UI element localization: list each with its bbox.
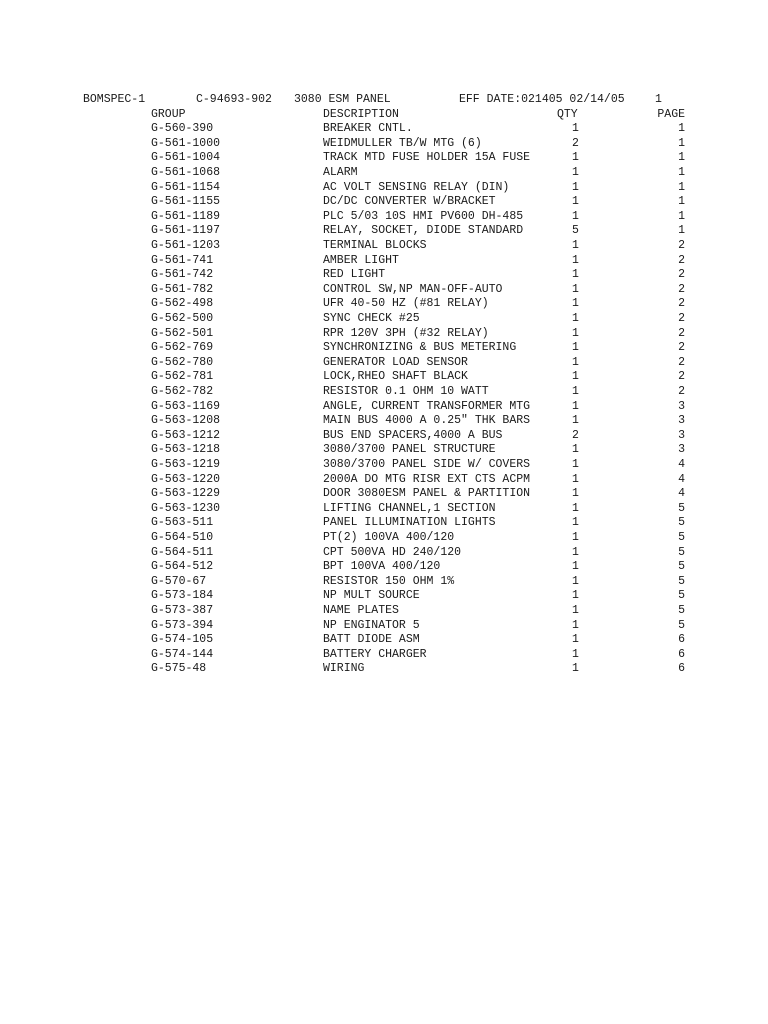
- table-row: [0, 589, 768, 604]
- cell-description: DOOR 3080ESM PANEL & PARTITION: [323, 487, 531, 501]
- cell-group: G-561-741: [151, 253, 214, 267]
- cell-page: 5: [678, 618, 685, 632]
- cell-group: G-561-1068: [151, 166, 221, 179]
- cell-description: PT(2) 100VA 400/120: [323, 531, 455, 544]
- cell-qty: 1: [572, 501, 579, 515]
- cell-description: SYNC CHECK #25: [323, 312, 420, 325]
- table-row: [0, 181, 768, 196]
- cell-description: SYNCHRONIZING & BUS METERING: [323, 341, 517, 355]
- cell-qty: 1: [572, 239, 579, 252]
- cell-description: TERMINAL BLOCKS: [323, 239, 427, 252]
- table-row: [0, 312, 768, 327]
- cell-qty: 1: [572, 516, 579, 530]
- cell-qty: 1: [572, 560, 579, 574]
- table-row: [0, 341, 768, 356]
- cell-description: BUS END SPACERS,4000 A BUS: [323, 428, 503, 442]
- cell-description: LIFTING CHANNEL,1 SECTION: [323, 501, 496, 515]
- table-row: [0, 137, 768, 152]
- table-row: [0, 604, 768, 619]
- cell-group: G-575-48: [151, 662, 207, 676]
- table-row: [0, 662, 768, 677]
- cell-page: 3: [678, 414, 685, 428]
- cell-group: G-563-1208: [151, 414, 221, 428]
- table-row: [0, 385, 768, 400]
- table-row: [0, 327, 768, 342]
- cell-group: G-564-512: [151, 560, 214, 574]
- cell-page: 2: [678, 326, 685, 340]
- table-row: [0, 516, 768, 531]
- cell-page: 2: [678, 268, 685, 282]
- table-row: [0, 195, 768, 210]
- cell-description: 3080/3700 PANEL STRUCTURE: [323, 443, 496, 457]
- cell-qty: 1: [572, 282, 579, 296]
- cell-group: G-563-1220: [151, 472, 221, 486]
- cell-group: G-574-105: [151, 633, 214, 647]
- cell-description: WEIDMULLER TB/W MTG (6): [323, 136, 482, 150]
- cell-description: BATTERY CHARGER: [323, 647, 427, 661]
- table-row: [0, 575, 768, 590]
- cell-description: CONTROL SW,NP MAN-OFF-AUTO: [323, 282, 503, 296]
- cell-qty: 1: [572, 297, 579, 311]
- cell-qty: 5: [572, 224, 579, 238]
- cell-page: 2: [678, 253, 685, 267]
- cell-group: G-574-144: [151, 647, 214, 661]
- cell-page: 2: [678, 385, 685, 398]
- table-row: [0, 633, 768, 648]
- cell-page: 2: [678, 239, 685, 252]
- cell-description: PANEL ILLUMINATION LIGHTS: [323, 516, 496, 530]
- cell-description: AMBER LIGHT: [323, 253, 399, 267]
- cell-group: G-563-1212: [151, 428, 221, 442]
- cell-page: 1: [678, 136, 685, 150]
- cell-qty: 1: [572, 195, 579, 209]
- table-row: [0, 487, 768, 502]
- part-number: C-94693-902: [196, 93, 272, 106]
- cell-description: CPT 500VA HD 240/120: [323, 545, 462, 559]
- cell-qty: 1: [572, 166, 579, 179]
- cell-qty: 1: [572, 647, 579, 661]
- table-row: [0, 546, 768, 561]
- cell-page: 5: [678, 501, 685, 515]
- cell-group: G-561-742: [151, 268, 214, 282]
- cell-group: G-561-1203: [151, 239, 221, 252]
- cell-group: G-561-1155: [151, 195, 221, 209]
- effective-date: EFF DATE:021405 02/14/05: [459, 93, 625, 106]
- cell-qty: 1: [572, 604, 579, 617]
- cell-description: PLC 5/03 10S HMI PV600 DH-485: [323, 209, 524, 223]
- cell-qty: 1: [572, 326, 579, 340]
- cell-qty: 1: [572, 370, 579, 384]
- cell-qty: 1: [572, 399, 579, 413]
- cell-description: RPR 120V 3PH (#32 RELAY): [323, 326, 489, 340]
- table-row: [0, 268, 768, 283]
- cell-page: 6: [678, 662, 685, 676]
- cell-page: 6: [678, 647, 685, 661]
- cell-description: RED LIGHT: [323, 268, 386, 282]
- cell-qty: 1: [572, 618, 579, 632]
- cell-description: LOCK,RHEO SHAFT BLACK: [323, 370, 468, 384]
- cell-qty: 2: [572, 428, 579, 442]
- table-row: [0, 458, 768, 473]
- cell-group: G-562-781: [151, 370, 214, 384]
- cell-group: G-562-498: [151, 297, 214, 311]
- column-headers: [0, 108, 768, 123]
- table-row: [0, 356, 768, 371]
- cell-qty: 1: [572, 312, 579, 325]
- cell-description: WIRING: [323, 662, 365, 676]
- cell-qty: 1: [572, 151, 579, 165]
- table-row: [0, 254, 768, 269]
- report-id: BOMSPEC-1: [83, 93, 146, 106]
- cell-page: 2: [678, 312, 685, 325]
- cell-qty: 1: [572, 385, 579, 398]
- cell-group: G-573-387: [151, 604, 214, 617]
- cell-group: G-561-1197: [151, 224, 221, 238]
- cell-page: 5: [678, 516, 685, 530]
- cell-page: 1: [678, 180, 685, 194]
- table-row: [0, 297, 768, 312]
- cell-page: 2: [678, 341, 685, 355]
- cell-qty: 1: [572, 589, 579, 603]
- cell-group: G-573-394: [151, 618, 214, 632]
- cell-description: GENERATOR LOAD SENSOR: [323, 355, 468, 369]
- cell-page: 5: [678, 574, 685, 588]
- table-row: [0, 443, 768, 458]
- column-header-description: DESCRIPTION: [323, 107, 399, 121]
- cell-page: 1: [678, 195, 685, 209]
- cell-qty: 1: [572, 662, 579, 676]
- cell-page: 4: [678, 472, 685, 486]
- cell-description: MAIN BUS 4000 A 0.25" THK BARS: [323, 414, 531, 428]
- cell-qty: 1: [572, 355, 579, 369]
- cell-group: G-563-1229: [151, 487, 221, 501]
- cell-group: G-564-510: [151, 531, 214, 544]
- table-row: [0, 166, 768, 181]
- cell-page: 3: [678, 428, 685, 442]
- table-row: [0, 414, 768, 429]
- cell-description: NAME PLATES: [323, 604, 399, 617]
- cell-description: RESISTOR 0.1 OHM 10 WATT: [323, 385, 489, 398]
- table-row: [0, 619, 768, 634]
- cell-group: G-573-184: [151, 589, 214, 603]
- cell-group: G-562-500: [151, 312, 214, 325]
- table-row: [0, 370, 768, 385]
- cell-qty: 1: [572, 122, 579, 136]
- cell-page: 4: [678, 458, 685, 471]
- table-row: [0, 648, 768, 663]
- cell-qty: 1: [572, 545, 579, 559]
- table-row: [0, 400, 768, 415]
- cell-page: 5: [678, 545, 685, 559]
- cell-group: G-562-780: [151, 355, 214, 369]
- cell-description: RELAY, SOCKET, DIODE STANDARD: [323, 224, 524, 238]
- cell-page: 2: [678, 282, 685, 296]
- table-row: [0, 239, 768, 254]
- table-row: [0, 560, 768, 575]
- report-header: [0, 93, 768, 108]
- cell-group: G-562-782: [151, 385, 214, 398]
- cell-qty: 1: [572, 268, 579, 282]
- cell-group: G-561-1000: [151, 136, 221, 150]
- cell-group: G-563-1230: [151, 501, 221, 515]
- cell-group: G-563-1219: [151, 458, 221, 471]
- report-title: 3080 ESM PANEL: [294, 93, 391, 106]
- cell-description: UFR 40-50 HZ (#81 RELAY): [323, 297, 489, 311]
- cell-description: BATT DIODE ASM: [323, 633, 420, 647]
- cell-page: 5: [678, 560, 685, 574]
- cell-page: 3: [678, 399, 685, 413]
- cell-group: G-562-769: [151, 341, 214, 355]
- cell-group: G-563-1218: [151, 443, 221, 457]
- cell-group: G-561-1189: [151, 209, 221, 223]
- cell-qty: 1: [572, 341, 579, 355]
- cell-page: 1: [678, 209, 685, 223]
- cell-qty: 2: [572, 136, 579, 150]
- cell-description: 2000A DO MTG RISR EXT CTS ACPM: [323, 472, 531, 486]
- cell-qty: 1: [572, 443, 579, 457]
- cell-description: 3080/3700 PANEL SIDE W/ COVERS: [323, 458, 531, 471]
- cell-qty: 1: [572, 574, 579, 588]
- cell-group: G-562-501: [151, 326, 214, 340]
- table-row: [0, 210, 768, 225]
- column-header-qty: QTY: [557, 107, 578, 121]
- cell-description: ALARM: [323, 166, 358, 179]
- cell-description: NP MULT SOURCE: [323, 589, 420, 603]
- cell-description: TRACK MTD FUSE HOLDER 15A FUSE: [323, 151, 531, 165]
- cell-group: G-561-1154: [151, 180, 221, 194]
- cell-qty: 1: [572, 180, 579, 194]
- cell-page: 2: [678, 370, 685, 384]
- cell-page: 5: [678, 604, 685, 617]
- cell-page: 6: [678, 633, 685, 647]
- table-row: [0, 473, 768, 488]
- cell-qty: 1: [572, 472, 579, 486]
- column-header-page: PAGE: [657, 107, 685, 121]
- table-row: [0, 151, 768, 166]
- cell-page: 1: [678, 151, 685, 165]
- cell-page: 1: [678, 224, 685, 238]
- cell-description: DC/DC CONVERTER W/BRACKET: [323, 195, 496, 209]
- cell-qty: 1: [572, 458, 579, 471]
- cell-page: 3: [678, 443, 685, 457]
- header-page-number: 1: [655, 93, 662, 106]
- cell-qty: 1: [572, 414, 579, 428]
- cell-group: G-563-511: [151, 516, 214, 530]
- cell-description: BPT 100VA 400/120: [323, 560, 441, 574]
- cell-group: G-570-67: [151, 574, 207, 588]
- table-row: [0, 224, 768, 239]
- cell-group: G-561-782: [151, 282, 214, 296]
- cell-page: 2: [678, 297, 685, 311]
- column-header-group: GROUP: [151, 107, 186, 121]
- table-row: [0, 502, 768, 517]
- cell-page: 5: [678, 589, 685, 603]
- cell-page: 5: [678, 531, 685, 544]
- cell-description: BREAKER CNTL.: [323, 122, 413, 136]
- cell-page: 1: [678, 122, 685, 136]
- cell-qty: 1: [572, 633, 579, 647]
- cell-description: RESISTOR 150 OHM 1%: [323, 574, 455, 588]
- table-row: [0, 531, 768, 546]
- table-row: [0, 122, 768, 137]
- cell-group: G-560-390: [151, 122, 214, 136]
- table-row: [0, 429, 768, 444]
- cell-qty: 1: [572, 487, 579, 501]
- cell-qty: 1: [572, 253, 579, 267]
- cell-description: NP ENGINATOR 5: [323, 618, 420, 632]
- cell-group: G-564-511: [151, 545, 214, 559]
- cell-page: 1: [678, 166, 685, 179]
- cell-qty: 1: [572, 209, 579, 223]
- cell-group: G-563-1169: [151, 399, 221, 413]
- cell-group: G-561-1004: [151, 151, 221, 165]
- cell-page: 4: [678, 487, 685, 501]
- cell-page: 2: [678, 355, 685, 369]
- cell-qty: 1: [572, 531, 579, 544]
- cell-description: ANGLE, CURRENT TRANSFORMER MTG: [323, 399, 531, 413]
- cell-description: AC VOLT SENSING RELAY (DIN): [323, 180, 510, 194]
- table-row: [0, 283, 768, 298]
